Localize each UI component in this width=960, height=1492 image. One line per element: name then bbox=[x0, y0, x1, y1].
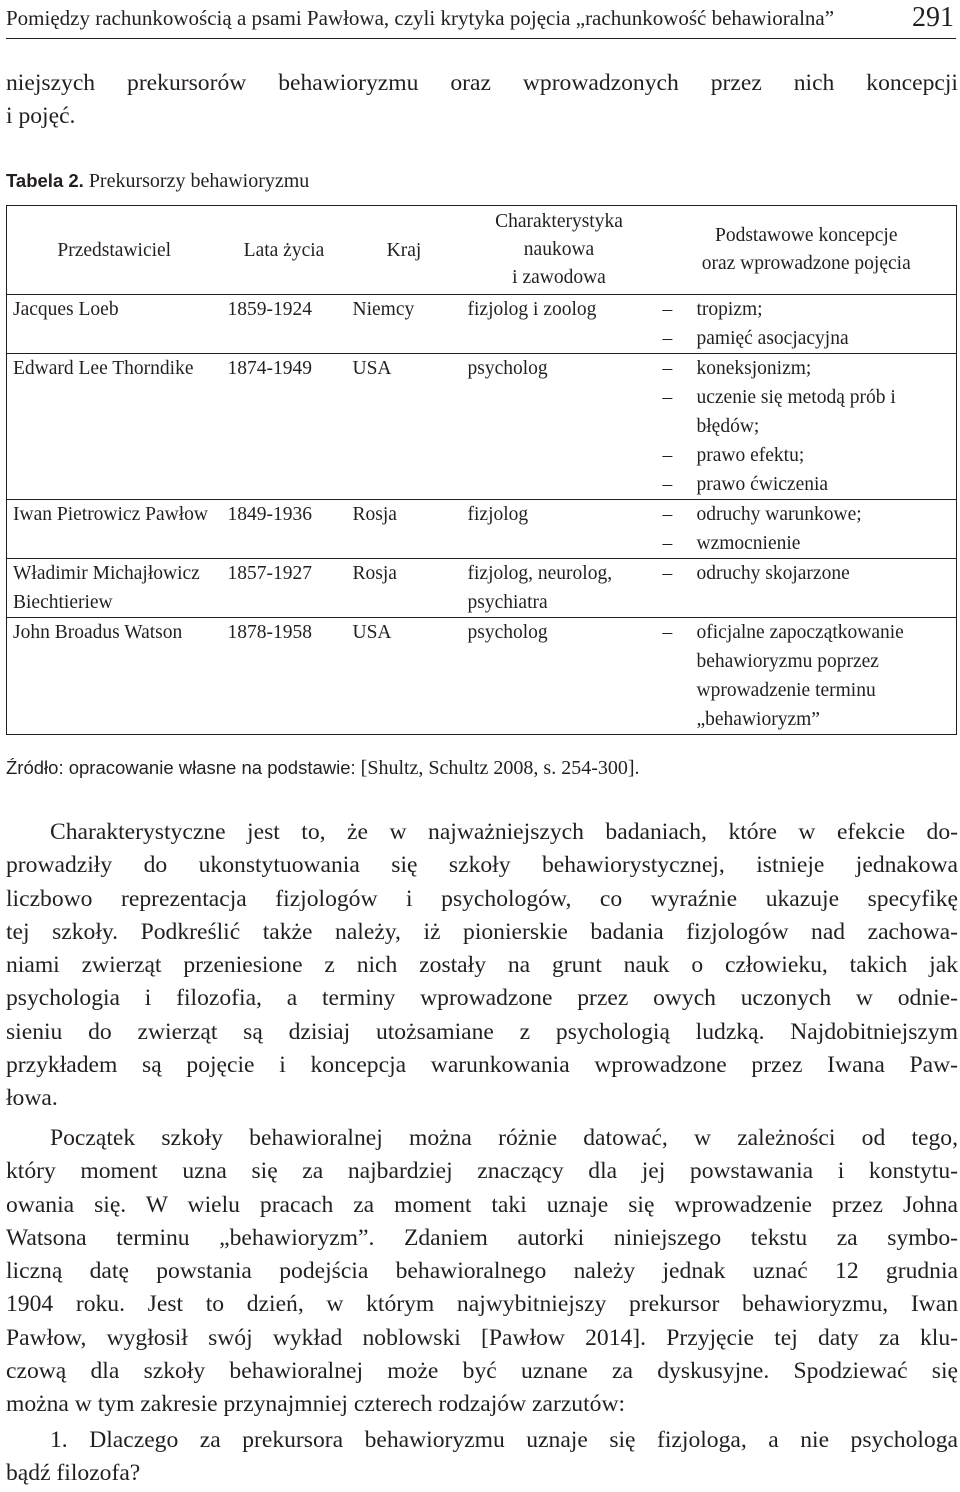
concept-item: – prawo efektu; bbox=[663, 441, 951, 470]
text-line: który moment uzna się za najbardziej znaczący dla jej powstawania i konstytu- bbox=[6, 1158, 958, 1185]
table-source bbox=[6, 757, 640, 780]
concept-item: – odruchy skojarzone bbox=[663, 559, 951, 588]
cell-concepts bbox=[657, 559, 957, 618]
table-caption-text: Prekursorzy behawioryzmu bbox=[88, 170, 310, 192]
body-paragraph-1 bbox=[6, 816, 958, 1116]
cell-years: 1859-1924 bbox=[227, 299, 312, 320]
table-row bbox=[7, 500, 957, 559]
table-row bbox=[7, 354, 957, 500]
cell-country: USA bbox=[352, 622, 392, 643]
cell-years: 1857-1927 bbox=[227, 563, 312, 584]
table-row bbox=[7, 618, 957, 735]
text-line: można w tym zakresie przynajmniej czterech rodzajów zarzutów: bbox=[6, 1391, 626, 1418]
header-concepts: Podstawowe koncepcje oraz wprowadzone pojęcia bbox=[657, 206, 957, 295]
cell-concepts bbox=[657, 618, 957, 735]
list-text: Dlaczego za prekursora behawioryzmu uznaje się fizjologa, a nie psychologa bbox=[89, 1427, 958, 1453]
text-line: liczbowo reprezentacja fizjologów i psychologów, co wyraźnie ukazuje specyfikę bbox=[6, 885, 958, 912]
header-country: Kraj bbox=[347, 206, 462, 295]
cell-name: Jacques Loeb bbox=[7, 295, 222, 354]
concept-item: – koneksjonizm; bbox=[663, 354, 951, 383]
concept-item: – oficjalne zapoczątkowanie behawioryzmu poprzez wprowadzenie terminu „behawioryzm” bbox=[663, 618, 951, 734]
text-line: i pojęć. bbox=[6, 103, 76, 130]
cell-profession: fizjolog i zoolog bbox=[467, 299, 597, 320]
list-number: 1. bbox=[50, 1427, 68, 1453]
header-representative: Przedstawiciel bbox=[7, 206, 222, 295]
cell-profession: fizjolog bbox=[467, 504, 529, 525]
text-line: tej szkoły. Podkreślić także należy, iż pionierskie badania fizjologów nad zachowa- bbox=[6, 918, 958, 945]
table-header-row bbox=[7, 206, 957, 295]
text-line: prowadziły do ukonstytuowania się szkoły behawiorystycznej, istnieje jednakowa bbox=[6, 852, 958, 879]
cell-country: USA bbox=[352, 358, 392, 379]
cell-concepts bbox=[657, 354, 957, 500]
intro-paragraph bbox=[6, 67, 958, 134]
cell-concepts bbox=[657, 500, 957, 559]
text-line: owania się. W wielu pracach za moment taki uznaje się wprowadzenie przez Johna bbox=[6, 1191, 958, 1218]
page-number: 291 bbox=[912, 2, 954, 33]
concept-item: – wzmocnienie bbox=[663, 529, 951, 558]
text-line: liczną datę powstania podejścia behawioralnego należy jednak uznać 12 grudnia bbox=[6, 1258, 958, 1285]
running-title: Pomiędzy rachunkowością a psami Pawłowa, czyli krytyka pojęcia „rachunkowość behawioralna” bbox=[6, 6, 835, 30]
text-line: Pawłow, wygłosił swój wykład noblowski [Pawłow 2014]. Przyjęcie tej daty za klu- bbox=[6, 1324, 958, 1351]
text-line: łowa. bbox=[6, 1085, 58, 1112]
text-line: psychologia i filozofia, a terminy wprowadzone przez owych uczonych w odnie- bbox=[6, 985, 958, 1012]
cell-country: Rosja bbox=[352, 563, 397, 584]
numbered-list-item-1 bbox=[6, 1424, 958, 1491]
table-caption-label: Tabela 2. bbox=[6, 170, 84, 191]
cell-years: 1849-1936 bbox=[227, 504, 312, 525]
text-line: Początek szkoły behawioralnej można różnie datować, w zależności od tego, bbox=[50, 1125, 958, 1151]
text-line: niejszych prekursorów behawioryzmu oraz wprowadzonych przez nich koncepcji bbox=[6, 70, 958, 96]
cell-country: Rosja bbox=[352, 504, 397, 525]
concept-item: – pamięć asocjacyjna bbox=[663, 324, 951, 353]
cell-country: Niemcy bbox=[352, 299, 415, 320]
source-label: Źródło: opracowanie własne na podstawie: bbox=[6, 757, 356, 778]
precursors-table bbox=[6, 205, 957, 735]
text-line: czową dla szkoły behawioralnej może być uznane za dyskusyjne. Spodziewać się bbox=[6, 1358, 958, 1385]
cell-name: Władimir Michajłowicz Biechtieriew bbox=[7, 559, 222, 618]
text-line: niami zwierząt przeniesione z nich zostały na grunt nauk o człowieku, takich jak bbox=[6, 952, 958, 979]
concept-item: – uczenie się metodą prób i błędów; bbox=[663, 383, 951, 441]
cell-years: 1878-1958 bbox=[227, 622, 312, 643]
header-profession: Charakterystyka naukowa i zawodowa bbox=[462, 206, 657, 295]
cell-profession: psycholog bbox=[467, 622, 548, 643]
cell-name: John Broadus Watson bbox=[7, 618, 222, 735]
concept-item: – prawo ćwiczenia bbox=[663, 470, 951, 499]
cell-profession: fizjolog, neurolog, psychiatra bbox=[467, 563, 613, 613]
cell-concepts bbox=[657, 295, 957, 354]
text-line bbox=[6, 1424, 958, 1457]
source-text: [Shultz, Schultz 2008, s. 254-300]. bbox=[360, 757, 640, 779]
text-line: przykładem są pojęcie i koncepcja warunkowania wprowadzone przez Iwana Paw- bbox=[6, 1052, 958, 1079]
cell-name: Edward Lee Thorndike bbox=[7, 354, 222, 500]
text-line: bądź filozofa? bbox=[6, 1460, 141, 1487]
cell-years: 1874-1949 bbox=[227, 358, 312, 379]
table-row bbox=[7, 559, 957, 618]
running-header bbox=[6, 0, 956, 39]
text-line: Charakterystyczne jest to, że w najważniejszych badaniach, które w efekcie do- bbox=[50, 819, 958, 845]
header-years: Lata życia bbox=[222, 206, 347, 295]
body-paragraph-2 bbox=[6, 1122, 958, 1422]
concept-item: – odruchy warunkowe; bbox=[663, 500, 951, 529]
text-line: sieniu do zwierząt są dzisiaj utożsamiane z psychologią ludzką. Najdobitniejszym bbox=[6, 1018, 958, 1045]
text-line: Watsona terminu „behawioryzm”. Zdaniem autorki niniejszego tekstu za symbo- bbox=[6, 1224, 958, 1251]
table-caption bbox=[6, 170, 309, 193]
concept-item: – tropizm; bbox=[663, 295, 951, 324]
cell-profession: psycholog bbox=[467, 358, 548, 379]
cell-name: Iwan Pietrowicz Pawłow bbox=[7, 500, 222, 559]
text-line: 1904 roku. Jest to dzień, w którym najwybitniejszy prekursor behawioryzmu, Iwan bbox=[6, 1291, 958, 1318]
table-row bbox=[7, 295, 957, 354]
